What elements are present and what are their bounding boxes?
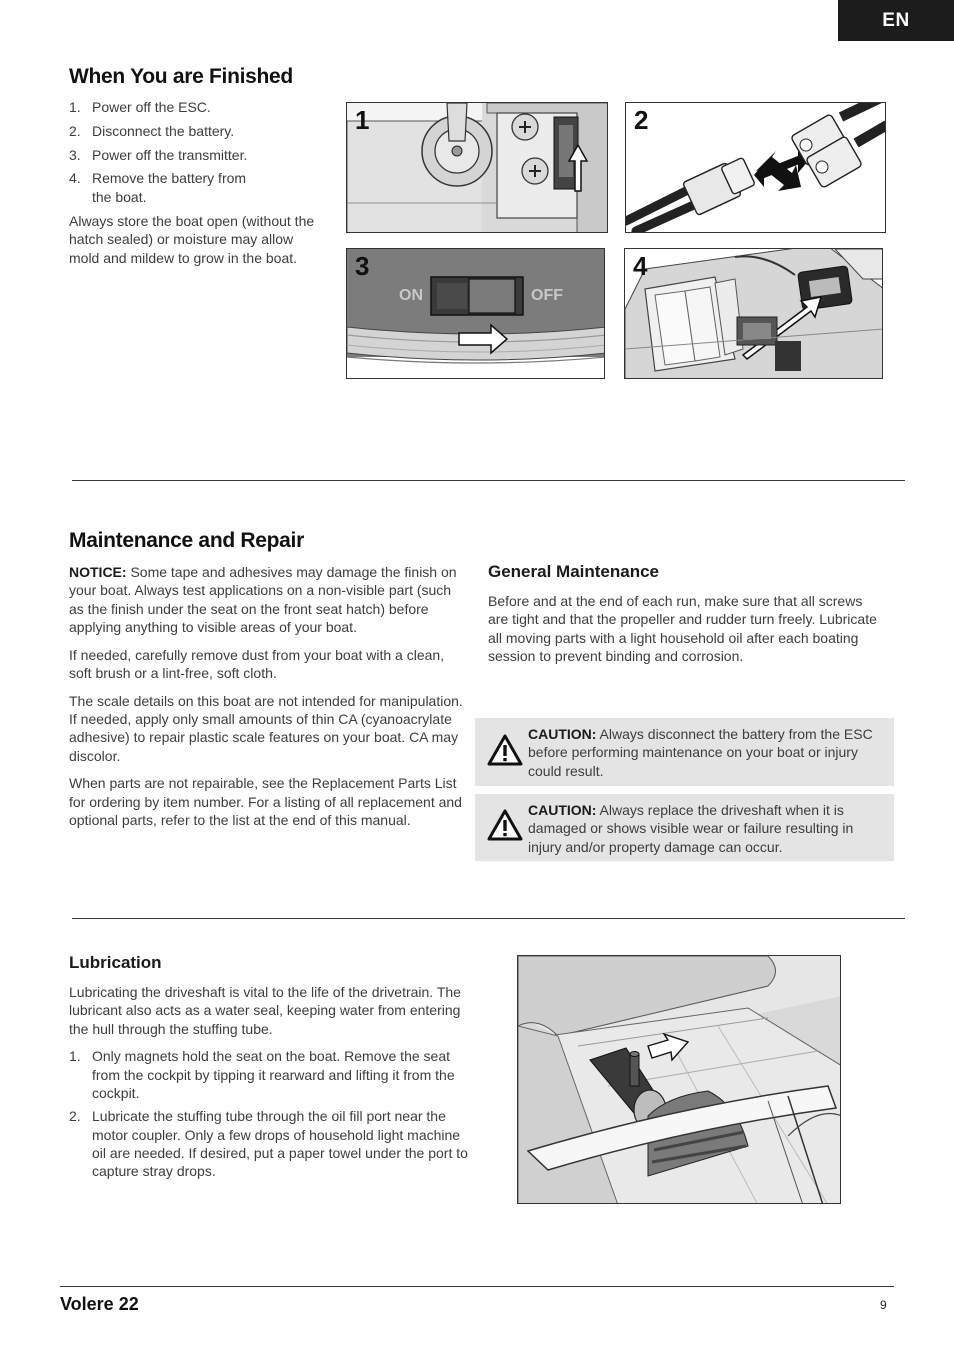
caution-box-driveshaft: CAUTION: Always replace the driveshaft when it is damaged or shows visible wear or failure resulting in injury and/or property damage can occur. bbox=[475, 794, 894, 861]
general-maintenance-text: Before and at the end of each run, make sure that all screws are tight and that the propeller and rudder turn freely. Lubricate all moving parts with a light household oil after each boating session to prevent binding and corrosion. bbox=[488, 593, 877, 664]
lubrication-title: Lubrication bbox=[69, 953, 162, 972]
parts-paragraph: When parts are not repairable, see the Replacement Parts List for ordering by item number. For a listing of all replacement and optional parts, refer to the list at the end of this manual. bbox=[69, 775, 462, 829]
lubrication-illustration bbox=[518, 956, 841, 1204]
list-item: 4. Remove the battery from the boat. bbox=[69, 170, 247, 205]
figure-2-battery-connector bbox=[625, 102, 886, 233]
figure-4-remove-battery bbox=[624, 248, 883, 379]
notice-paragraph: NOTICE: Some tape and adhesives may damage the finish on your boat. Always test applications on a non-visible part (such as the finish under the seat on the front seat hatch) before applying anything to visible areas of your boat. bbox=[69, 564, 457, 635]
list-item: 2. Lubricate the stuffing tube through the oil fill port near the motor coupler. Only a few drops of household light machine oil are needed. If desired, put a paper towel under the port to capture stray drops. bbox=[69, 1108, 468, 1180]
dust-paragraph: If needed, carefully remove dust from your boat with a clean, soft brush or a lint-free, soft cloth. bbox=[69, 646, 445, 681]
storage-note: Always store the boat open (without the hatch sealed) or moisture may allow mold and mildew to grow in the boat. bbox=[69, 212, 315, 266]
section-divider bbox=[72, 918, 905, 919]
footer-product-name: Volere 22 bbox=[60, 1294, 139, 1314]
figure-4-illustration bbox=[625, 249, 883, 379]
switch-on-label: ON bbox=[399, 287, 423, 304]
section-title-finished: When You are Finished bbox=[69, 65, 293, 88]
figure-3-illustration bbox=[347, 249, 605, 379]
figure-2-illustration bbox=[626, 103, 886, 233]
figure-lubrication-port bbox=[517, 955, 841, 1204]
figure-number: 1 bbox=[355, 105, 370, 135]
section-title-maintenance: Maintenance and Repair bbox=[69, 529, 304, 552]
lubrication-intro: Lubricating the driveshaft is vital to the life of the drivetrain. The lubricant also acts as a water seal, keeping water from entering the hull through the stuffing tube. bbox=[69, 984, 461, 1037]
scale-details-paragraph: The scale details on this boat are not intended for manipulation. If needed, apply only small amounts of thin CA (cyanoacrylate adhesive) to repair plastic scale features on your boat. CA may discolor. bbox=[69, 692, 463, 764]
section-divider bbox=[72, 480, 905, 481]
figure-3-power-switch bbox=[346, 248, 605, 379]
footer-divider bbox=[60, 1286, 894, 1287]
list-item: 2. Disconnect the battery. bbox=[69, 122, 235, 139]
lubrication-content bbox=[69, 983, 469, 1180]
warning-icon bbox=[487, 809, 523, 841]
figure-number: 3 bbox=[355, 251, 370, 281]
maintenance-content bbox=[69, 563, 464, 839]
language-tab: EN bbox=[838, 0, 954, 41]
figure-number: 2 bbox=[634, 105, 649, 135]
finished-steps bbox=[69, 98, 334, 206]
figure-1-switch-cover bbox=[346, 102, 608, 233]
general-maintenance-title: General Maintenance bbox=[488, 562, 660, 581]
caution-box-disconnect: CAUTION: Always disconnect the battery from the ESC before performing maintenance on your boat or injury could result. bbox=[475, 718, 894, 786]
figure-number: 4 bbox=[633, 251, 648, 281]
lubrication-steps bbox=[69, 1047, 469, 1180]
figure-1-illustration bbox=[347, 103, 608, 233]
warning-icon bbox=[487, 734, 523, 766]
list-item: 1. Only magnets hold the seat on the boat. Remove the seat from the cockpit by tipping it rearward and lifting it from the cockpit. bbox=[69, 1048, 455, 1101]
list-item: 3. Power off the transmitter. bbox=[69, 146, 248, 163]
switch-off-label: OFF bbox=[531, 287, 563, 304]
list-item: 1. Power off the ESC. bbox=[69, 99, 211, 115]
finished-content bbox=[69, 98, 334, 276]
page-number: 9 bbox=[880, 1298, 887, 1312]
